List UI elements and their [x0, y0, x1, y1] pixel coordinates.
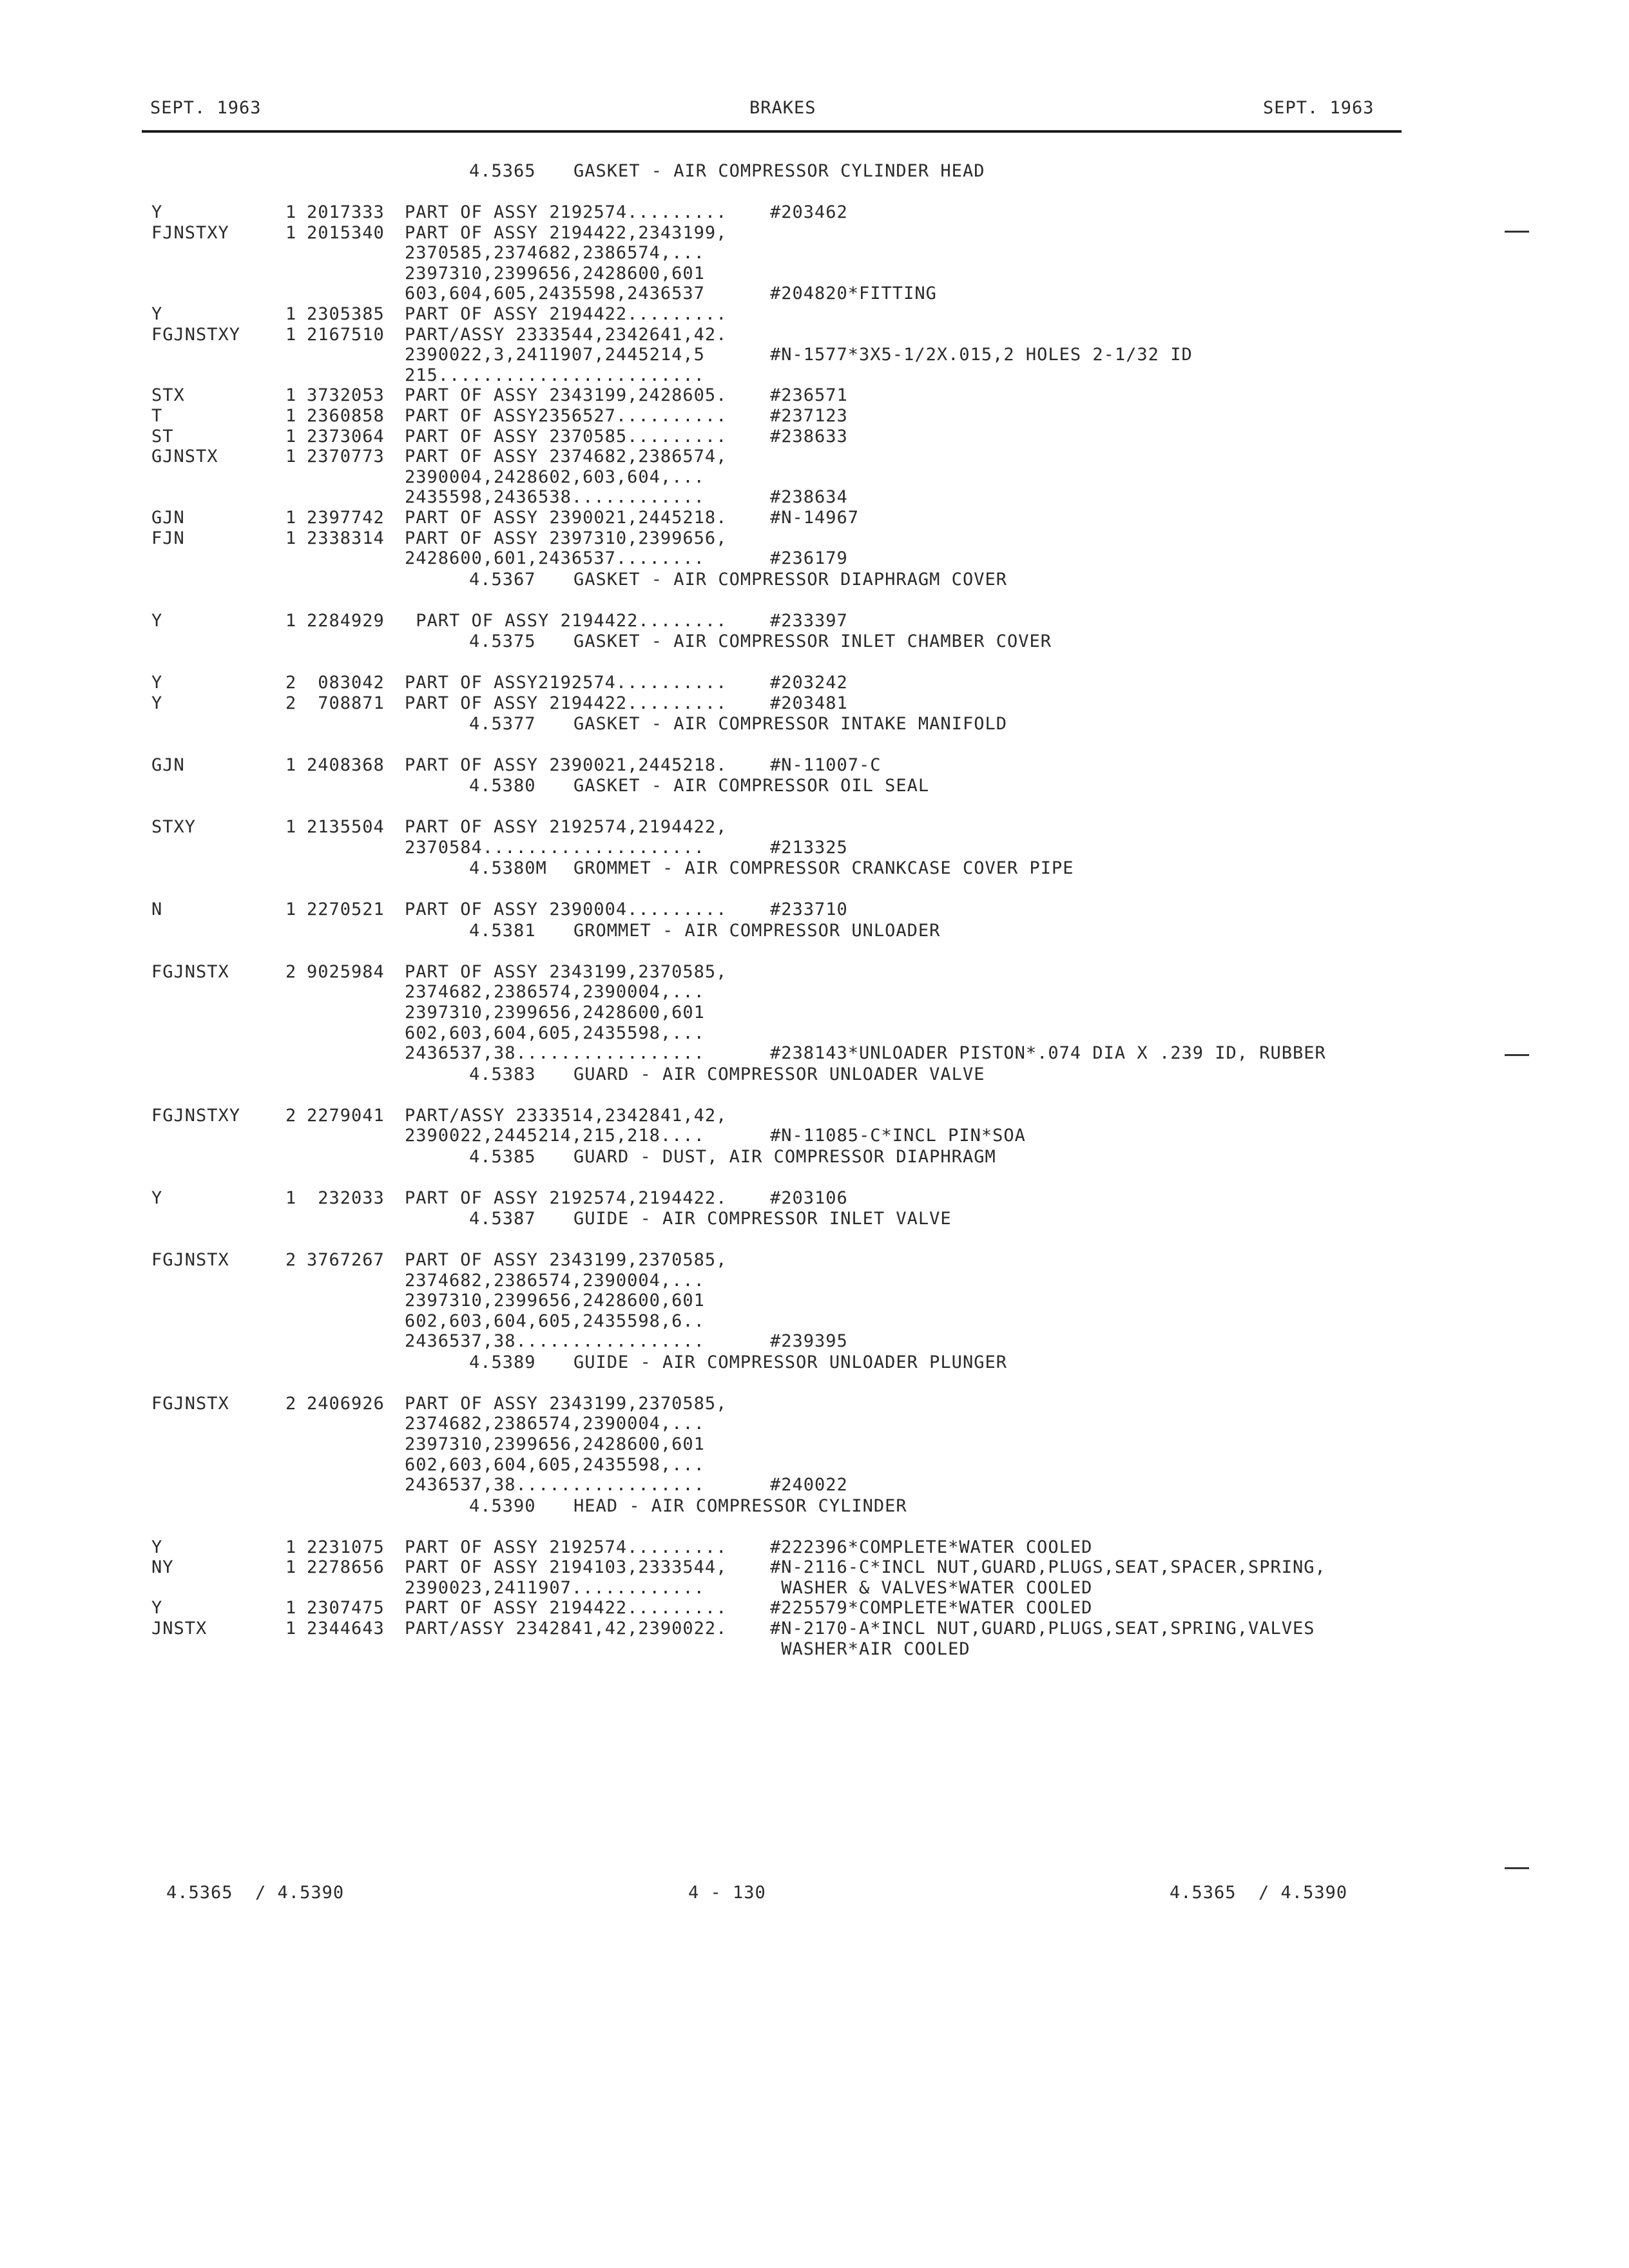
part-description: PART OF ASSY 2194422.........	[405, 693, 728, 713]
part-number: 2397742	[307, 508, 385, 528]
model-codes: FJNSTXY	[151, 223, 229, 243]
reference: #225579*COMPLETE*WATER COOLED	[770, 1598, 1093, 1618]
model-codes: GJN	[151, 755, 185, 775]
model-codes: Y	[151, 1598, 163, 1618]
model-codes: STX	[151, 385, 185, 405]
section-number: 4.5380	[469, 776, 536, 796]
section-number: 4.5381	[469, 921, 536, 941]
margin-mark	[1505, 1867, 1529, 1869]
part-description: PART/ASSY 2333544,2342641,42.	[405, 325, 728, 345]
model-codes: NY	[151, 1557, 174, 1577]
model-codes: FGJNSTXY	[151, 325, 241, 345]
model-codes: FGJNSTX	[151, 962, 229, 982]
section-title: GASKET - AIR COMPRESSOR CYLINDER HEAD	[574, 161, 985, 181]
page-number: 4 - 130	[688, 1883, 766, 1903]
part-number: 2344643	[307, 1619, 385, 1639]
part-description: 215........................	[405, 365, 705, 385]
quantity: 1	[285, 611, 297, 631]
quantity: 1	[285, 223, 297, 243]
quantity: 1	[285, 406, 297, 426]
model-codes: Y	[151, 304, 163, 324]
part-number: 2305385	[307, 304, 385, 324]
reference: #236571	[770, 385, 848, 405]
part-description: 2374682,2386574,2390004,...	[405, 1271, 705, 1291]
part-description: PART OF ASSY 2194422.........	[405, 304, 728, 324]
part-description: PART OF ASSY 2343199,2370585,	[405, 1250, 728, 1270]
part-description: PART OF ASSY 2390021,2445218.	[405, 508, 728, 528]
part-description: 2436537,38.................	[405, 1475, 705, 1495]
quantity: 1	[285, 427, 297, 447]
part-description: 2390022,2445214,215,218....	[405, 1126, 705, 1146]
header-title: BRAKES	[749, 98, 816, 118]
part-description: 2390022,3,2411907,2445214,5	[405, 345, 705, 365]
model-codes: FGJNSTX	[151, 1250, 229, 1270]
section-title: GUARD - AIR COMPRESSOR UNLOADER VALVE	[574, 1064, 985, 1084]
part-description: PART OF ASSY 2370585.........	[405, 427, 728, 447]
part-description: 2397310,2399656,2428600,601	[405, 1434, 705, 1454]
model-codes: ST	[151, 427, 174, 447]
reference: #238634	[770, 487, 848, 507]
reference: #N-14967	[770, 508, 860, 528]
quantity: 1	[285, 1557, 297, 1577]
reference: #N-2116-C*INCL NUT,GUARD,PLUGS,SEAT,SPACER,SPRING,	[770, 1557, 1326, 1577]
part-description: 602,603,604,605,2435598,...	[405, 1023, 705, 1043]
part-number: 2015340	[307, 223, 385, 243]
part-description: PART OF ASSY 2343199,2428605.	[405, 385, 728, 405]
quantity: 1	[285, 1598, 297, 1618]
reference: #204820*FITTING	[770, 284, 937, 303]
part-description: 2374682,2386574,2390004,...	[405, 1414, 705, 1434]
part-number: 3732053	[307, 385, 385, 405]
part-description: 602,603,604,605,2435598,6..	[405, 1311, 705, 1331]
part-description: 2397310,2399656,2428600,601	[405, 1003, 705, 1023]
part-number: 2370773	[307, 447, 385, 466]
reference: #N-2170-A*INCL NUT,GUARD,PLUGS,SEAT,SPRING,VALVES	[770, 1619, 1315, 1639]
model-codes: GJN	[151, 508, 185, 528]
section-title: GASKET - AIR COMPRESSOR INTAKE MANIFOLD	[574, 714, 1007, 734]
part-description: PART OF ASSY 2192574.........	[405, 1537, 728, 1557]
part-description: 2397310,2399656,2428600,601	[405, 264, 705, 284]
part-description: PART OF ASSY 2194422,2343199,	[405, 223, 728, 243]
model-codes: FJN	[151, 528, 185, 548]
quantity: 1	[285, 508, 297, 528]
part-description: PART OF ASSY 2194103,2333544,	[405, 1557, 728, 1577]
section-number: 4.5389	[469, 1352, 536, 1372]
section-number: 4.5377	[469, 714, 536, 734]
footer-range-right: 4.5365 / 4.5390	[1170, 1883, 1348, 1903]
section-title: GASKET - AIR COMPRESSOR OIL SEAL	[574, 776, 930, 796]
quantity: 1	[285, 755, 297, 775]
header-date-left: SEPT. 1963	[150, 98, 262, 118]
part-description: PART OF ASSY 2390004.........	[405, 899, 728, 919]
quantity: 1	[285, 817, 297, 837]
part-description: PART OF ASSY 2374682,2386574,	[405, 447, 728, 466]
reference: #239395	[770, 1331, 848, 1351]
part-description: 2374682,2386574,2390004,...	[405, 982, 705, 1002]
reference: #233397	[770, 611, 848, 631]
quantity: 2	[285, 673, 297, 693]
reference: #N-1577*3X5-1/2X.015,2 HOLES 2-1/32 ID	[770, 345, 1193, 365]
part-description: 2397310,2399656,2428600,601	[405, 1291, 705, 1311]
model-codes: Y	[151, 693, 163, 713]
quantity: 2	[285, 962, 297, 982]
part-description: 2390004,2428602,603,604,...	[405, 467, 705, 487]
part-number: 2270521	[307, 899, 385, 919]
reference: #203242	[770, 673, 848, 693]
quantity: 1	[285, 325, 297, 345]
model-codes: Y	[151, 202, 163, 222]
model-codes: N	[151, 899, 163, 919]
section-title: GUIDE - AIR COMPRESSOR INLET VALVE	[574, 1209, 952, 1229]
quantity: 1	[285, 304, 297, 324]
part-description: 2428600,601,2436537........	[405, 548, 705, 568]
model-codes: T	[151, 406, 163, 426]
header-date-right: SEPT. 1963	[1263, 98, 1374, 118]
reference: #238143*UNLOADER PISTON*.074 DIA X .239 ID, RUBBER	[770, 1043, 1326, 1063]
part-number: 2278656	[307, 1557, 385, 1577]
part-description: PART OF ASSY 2397310,2399656,	[405, 528, 728, 548]
part-number: 2307475	[307, 1598, 385, 1618]
section-number: 4.5365	[469, 161, 536, 181]
part-description: 603,604,605,2435598,2436537	[405, 284, 705, 303]
model-codes: GJNSTX	[151, 447, 218, 466]
part-number: 2406926	[307, 1394, 385, 1414]
part-description: 2370584....................	[405, 838, 705, 858]
section-title: GROMMET - AIR COMPRESSOR UNLOADER	[574, 921, 941, 941]
part-number: 2360858	[307, 406, 385, 426]
part-number: 2373064	[307, 427, 385, 447]
header-rule	[142, 130, 1402, 133]
part-number: 2279041	[307, 1106, 385, 1126]
part-number: 2017333	[307, 202, 385, 222]
reference: WASHER & VALVES*WATER COOLED	[770, 1578, 1093, 1598]
quantity: 1	[285, 447, 297, 466]
section-title: GROMMET - AIR COMPRESSOR CRANKCASE COVER PIPE	[574, 858, 1074, 878]
part-description: PART OF ASSY2356527..........	[405, 406, 728, 426]
part-description: PART/ASSY 2342841,42,2390022.	[405, 1619, 728, 1639]
part-number: 2408368	[307, 755, 385, 775]
part-description: 2435598,2436538............	[405, 487, 705, 507]
part-number: 2284929	[307, 611, 385, 631]
reference: #N-11007-C	[770, 755, 882, 775]
part-description: PART OF ASSY 2192574,2194422,	[405, 817, 728, 837]
reference: #233710	[770, 899, 848, 919]
reference: WASHER*AIR COOLED	[770, 1639, 970, 1659]
section-number: 4.5385	[469, 1147, 536, 1167]
quantity: 2	[285, 1394, 297, 1414]
quantity: 2	[285, 1250, 297, 1270]
part-description: 2390023,2411907............	[405, 1578, 705, 1598]
margin-mark	[1505, 1054, 1529, 1056]
reference: #236179	[770, 548, 848, 568]
part-description: PART/ASSY 2333514,2342841,42,	[405, 1106, 728, 1126]
quantity: 1	[285, 1537, 297, 1557]
part-number: 083042	[307, 673, 385, 693]
model-codes: Y	[151, 673, 163, 693]
model-codes: FGJNSTX	[151, 1394, 229, 1414]
part-number: 2167510	[307, 325, 385, 345]
model-codes: FGJNSTXY	[151, 1106, 241, 1126]
part-number: 2231075	[307, 1537, 385, 1557]
part-number: 2135504	[307, 817, 385, 837]
part-description: PART OF ASSY 2343199,2370585,	[405, 962, 728, 982]
footer-range-left: 4.5365 / 4.5390	[166, 1883, 345, 1903]
model-codes: STXY	[151, 817, 197, 837]
part-number: 2338314	[307, 528, 385, 548]
reference: #238633	[770, 427, 848, 447]
quantity: 1	[285, 899, 297, 919]
part-description: 602,603,604,605,2435598,...	[405, 1455, 705, 1475]
reference: #N-11085-C*INCL PIN*SOA	[770, 1126, 1026, 1146]
quantity: 1	[285, 1619, 297, 1639]
reference: #237123	[770, 406, 848, 426]
reference: #203462	[770, 202, 848, 222]
part-number: 9025984	[307, 962, 385, 982]
part-description: PART OF ASSY 2194422.........	[405, 1598, 728, 1618]
model-codes: Y	[151, 611, 163, 631]
part-description: PART OF ASSY 2194422........	[405, 611, 728, 631]
part-description: PART OF ASSY 2390021,2445218.	[405, 755, 728, 775]
margin-mark	[1505, 231, 1529, 233]
section-title: GASKET - AIR COMPRESSOR DIAPHRAGM COVER	[574, 570, 1007, 590]
quantity: 2	[285, 1106, 297, 1126]
section-number: 4.5375	[469, 631, 536, 651]
quantity: 2	[285, 693, 297, 713]
part-description: 2370585,2374682,2386574,...	[405, 243, 705, 263]
section-number: 4.5390	[469, 1496, 536, 1516]
part-description: PART OF ASSY2192574..........	[405, 673, 728, 693]
quantity: 1	[285, 528, 297, 548]
section-title: HEAD - AIR COMPRESSOR CYLINDER	[574, 1496, 907, 1516]
section-title: GUIDE - AIR COMPRESSOR UNLOADER PLUNGER	[574, 1352, 1007, 1372]
section-number: 4.5367	[469, 570, 536, 590]
part-number: 708871	[307, 693, 385, 713]
section-title: GUARD - DUST, AIR COMPRESSOR DIAPHRAGM	[574, 1147, 996, 1167]
reference: #240022	[770, 1475, 848, 1495]
model-codes: Y	[151, 1537, 163, 1557]
quantity: 1	[285, 385, 297, 405]
reference: #213325	[770, 838, 848, 858]
section-number: 4.5380M	[469, 858, 547, 878]
part-description: PART OF ASSY 2343199,2370585,	[405, 1394, 728, 1414]
reference: #203106	[770, 1188, 848, 1208]
part-description: PART OF ASSY 2192574.........	[405, 202, 728, 222]
section-title: GASKET - AIR COMPRESSOR INLET CHAMBER COVER	[574, 631, 1052, 651]
part-description: 2436537,38.................	[405, 1043, 705, 1063]
quantity: 1	[285, 1188, 297, 1208]
reference: #203481	[770, 693, 848, 713]
part-description: PART OF ASSY 2192574,2194422.	[405, 1188, 728, 1208]
reference: #222396*COMPLETE*WATER COOLED	[770, 1537, 1093, 1557]
model-codes: Y	[151, 1188, 163, 1208]
part-number: 232033	[307, 1188, 385, 1208]
part-description: 2436537,38.................	[405, 1331, 705, 1351]
model-codes: JNSTX	[151, 1619, 207, 1639]
section-number: 4.5383	[469, 1064, 536, 1084]
quantity: 1	[285, 202, 297, 222]
section-number: 4.5387	[469, 1209, 536, 1229]
part-number: 3767267	[307, 1250, 385, 1270]
